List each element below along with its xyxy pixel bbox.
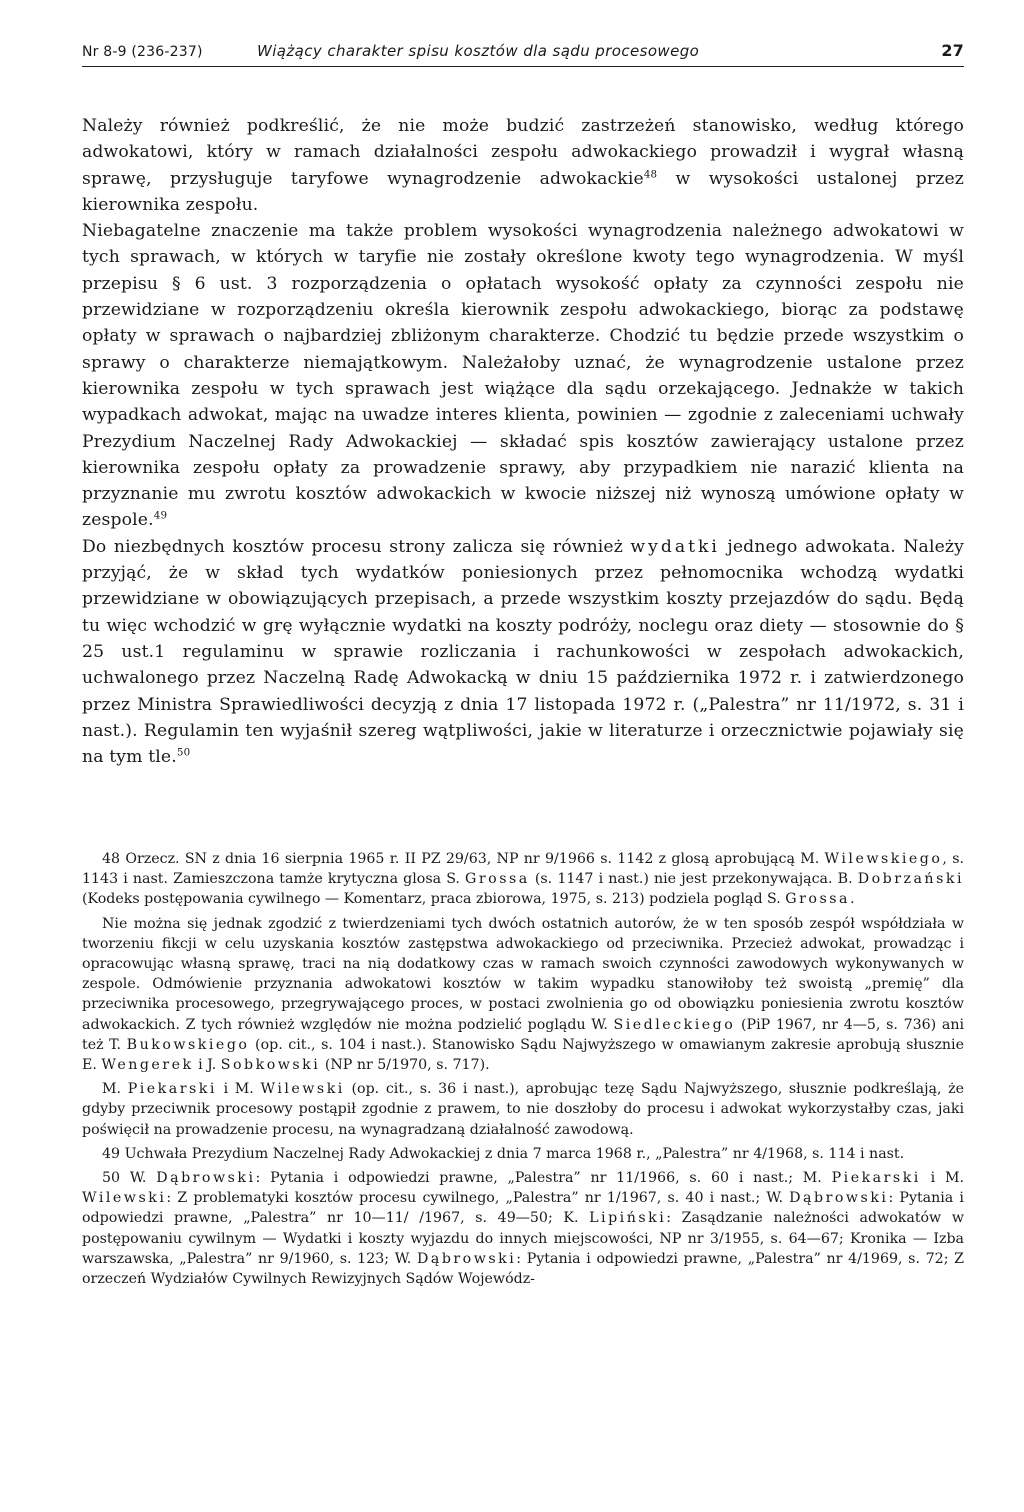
footnote-ref-49: 49 [153,509,168,522]
footnote-48-continued: Nie można się jednak zgodzić z twierdzeniami tych dwóch ostatnich autorów, że w ten sposób zespół współdziała w tworzeniu fikcji w celu uzyskania kosztów zastępstwa adwokackiego od przeciwnika. Przecież adwokat, prowadząc i opracowując własną sprawę, traci na nią dodatkowy czas w ramach swoich czynności zawodowych wykonywanych w zespole. Odmówienie przyznania adwokatowi kosztów w takim wypadku stanowiłoby też swoistą „premię” dla przeciwnika procesowego, przegrywającego proces, w postaci zwolnienia go od obowiązku poniesienia zwrotu kosztów adwokackich. Z tych również względów nie można podzielić poglądu W. Siedleckiego (PiP 1967, nr 4—5, s. 736) ani też T. Bukowskiego (op. cit., s. 104 i nast.). Stanowisko Sądu Najwyższego w omawianym zakresie aprobują słusznie E. Wengerek i J. Sobkowski (NP nr 5/1970, s. 717). [82,915,964,1074]
paragraph-3: Do niezbędnych kosztów procesu strony zalicza się również wydatki jednego adwokata. Należy przyjąć, że w skład tych wydatków poniesionych przez pełnomocnika wchodzą wydatki przewidziane w obowiązujących przepisach, a przede wszystkim koszty przejazdów do sądu. Będą tu więc wchodzić w grę wyłącznie wydatki na koszty podróży, noclegu oraz diety — stosownie do § 25 ust.1 regulaminu w sprawie rozliczania i rachunkowości w zespołach adwokackich, uchwalonego przez Naczelną Radę Adwokacką w dniu 15 października 1972 r. i zatwierdzonego przez Ministra Sprawiedliwości decyzją z dnia 17 listopada 1972 r. („Palestra” nr 11/1972, s. 31 i nast.). Regulamin ten wyjaśnił szereg wątpliwości, jakie w literaturze i orzecznictwie pojawiały się na tym tle.$^{50}$ [82,536,964,768]
paragraph-1: Należy również podkreślić, że nie może budzić zastrzeżeń stanowisko, według którego adwokatowi, który w ramach działalności zespołu adwokackiego prowadził i wygrał własną sprawę, przysługuje taryfowe wynagrodzenie adwokackie$^{48}$ w wysokości ustalonej przez kierownika zespołu. [82,116,964,215]
footnote-48: 48 Orzecz. SN z dnia 16 sierpnia 1965 r. II PZ 29/63, NP nr 9/1966 s. 1142 z glosą aprobującą M. Wilewskiego, s. 1143 i nast. Zamieszczona tamże krytyczna glosa S. Grossa (s. 1147 i nast.) nie jest przekonywająca. B. Dobrzański (Kodeks postępowania cywilnego — Komentarz, praca zbiorowa, 1975, s. 213) podziela pogląd S. Grossa. [82,851,965,908]
spaced-emphasis: wydatki [630,536,720,557]
footnote-48-continued-2: M. Piekarski i M. Wilewski (op. cit., s. 36 i nast.), aprobując tezę Sądu Najwyższego, słusznie podkreślają, że gdyby przeciwnik procesowy postąpił zgodnie z prawem, to nie doszłoby do procesu i adwokat wykorzystałby czas, jaki poświęcił na prowadzenie procesu, na wynagradzaną działalność zawodową. [82,1081,965,1138]
issue-number: Nr 8-9 (236-237) [82,44,203,60]
running-title: Wiążący charakter spisu kosztów dla sądu procesowego [257,42,700,60]
footnotes [82,849,964,1293]
main-text [82,113,964,770]
footnote-50: 50 W. Dąbrowski: Pytania i odpowiedzi prawne, „Palestra” nr 11/1966, s. 60 i nast.; M. Piekarski i M. Wilewski: Z problematyki kosztów procesu cywilnego, „Palestra” nr 1/1967, s. 40 i nast.; W. Dąbrowski: Pytania i odpowiedzi prawne, „Palestra” nr 10—11/ /1967, s. 49—50; K. Lipiński: Zasądzanie należności adwokatów w postępowaniu cywilnym — Wydatki i koszty wyjazdu do innych miejscowości, NP nr 3/1955, s. 64—67; Kronika — Izba warszawska, „Palestra” nr 9/1960, s. 123; W. Dąbrowski: Pytania i odpowiedzi prawne, „Palestra” nr 4/1969, s. 72; Z orzeczeń Wydziałów Cywilnych Rewizyjnych Sądów Wojewódz- [82,1170,964,1288]
paragraph-2: Niebagatelne znaczenie ma także problem wysokości wynagrodzenia należnego adwokatowi w tych sprawach, w których w taryfie nie zostały określone kwoty tego wynagrodzenia. W myśl przepisu § 6 ust. 3 rozporządzenia o opłatach wysokość opłaty za czynności zespołu nie przewidziane w rozporządzeniu określa kierownik zespołu adwokackiego, biorąc za podstawę opłaty w sprawach o najbardziej zbliżonym charakterze. Chodzić tu będzie przede wszystkim o sprawy o charakterze niemajątkowym. Należałoby uznać, że wynagrodzenie ustalone przez kierownika zespołu w tych sprawach jest wiążące dla sądu orzekającego. Jednakże w takich wypadkach adwokat, mając na uwadze interes klienta, powinien — zgodnie z zaleceniami uchwały Prezydium Naczelnej Rady Adwokackiej — składać spis kosztów zawierający ustalone przez kierownika zespołu opłaty za prowadzenie sprawy, aby przypadkiem nie narazić klienta na przyznanie mu zwrotu kosztów adwokackich w kwocie niższej niż wynoszą umówione opłaty w zespole.$^{49}$ [82,221,964,531]
footnote-49: 49 Uchwała Prezydium Naczelnej Rady Adwokackiej z dnia 7 marca 1968 r., „Palestra” nr 4/1968, s. 114 i nast. [102,1145,905,1162]
running-header [82,30,964,67]
footnote-ref-50: 50 [176,746,191,759]
page-number: 27 [941,41,964,60]
footnote-ref-48: 48 [643,167,658,180]
